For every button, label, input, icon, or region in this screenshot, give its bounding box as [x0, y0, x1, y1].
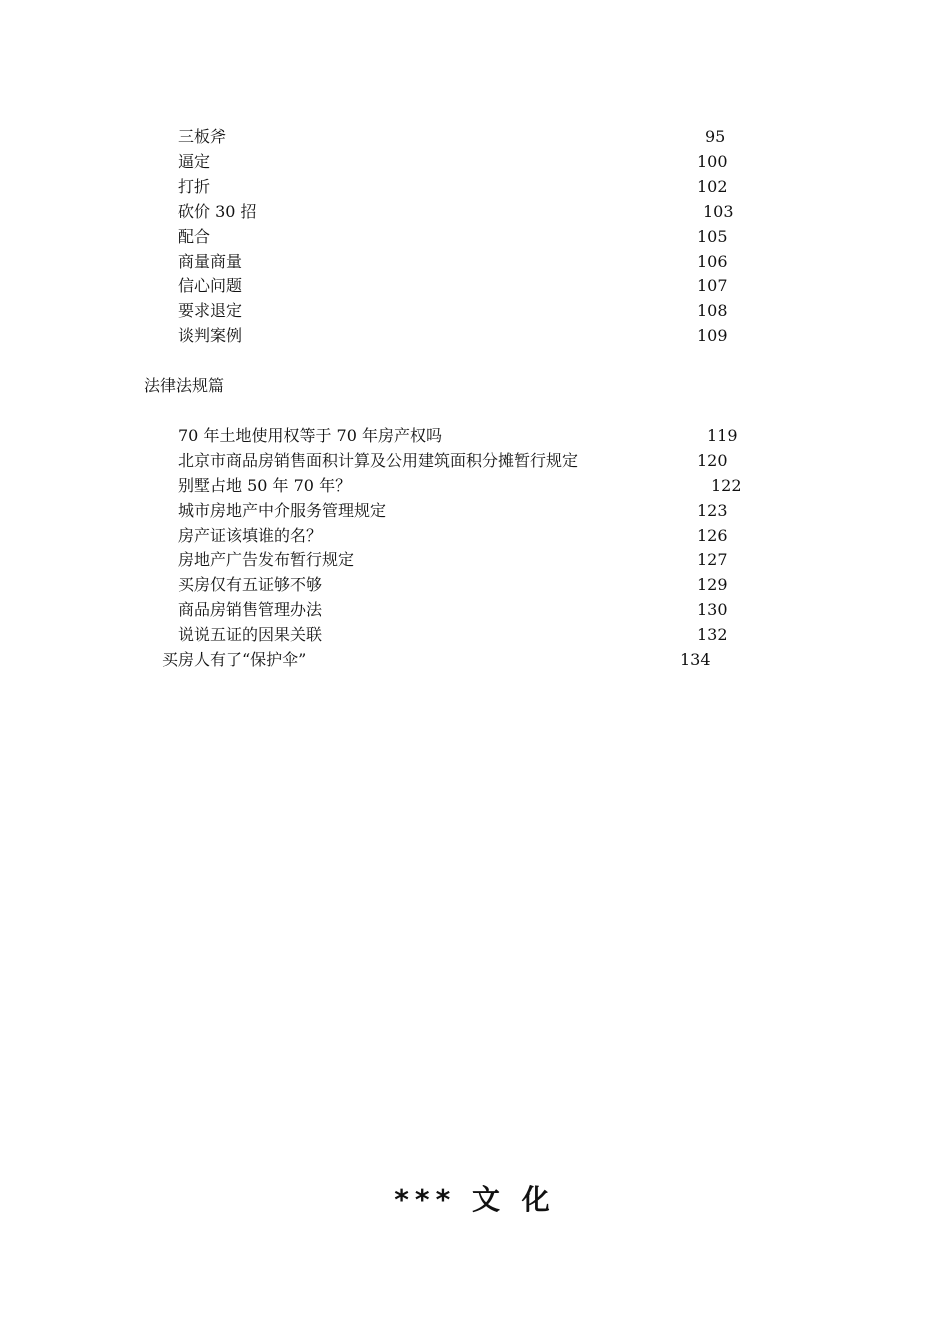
toc-entry-title: 砍价 30 招: [178, 202, 257, 221]
toc-entry-page: 120: [697, 451, 728, 470]
toc-entry-page: 129: [697, 575, 728, 594]
toc-entry-page: 108: [697, 301, 728, 320]
toc-entry-title: 要求退定: [178, 301, 243, 320]
toc-entry-title: 北京市商品房销售面积计算及公用建筑面积分摊暂行规定: [178, 451, 579, 470]
toc-entry-page: 130: [697, 600, 728, 619]
toc-entry-page: 134: [680, 650, 711, 669]
toc-entry-title: 别墅占地 50 年 70 年？: [178, 476, 352, 495]
toc-entry-page: 100: [697, 152, 728, 171]
toc-entry-page: 103: [703, 202, 734, 221]
toc-entry-page: 127: [697, 550, 728, 569]
toc-entry-title: 70 年土地使用权等于 70 年房产权吗: [178, 426, 442, 445]
toc-entry-page: 122: [711, 476, 742, 495]
toc-entry-page: 106: [697, 252, 728, 271]
toc-entry-page: 107: [697, 276, 728, 295]
toc-entry-page: 126: [697, 526, 728, 545]
footer-brand: *** 文 化: [394, 1183, 556, 1216]
section-heading: 法律法规篇: [144, 376, 225, 395]
toc-entry-page: 95: [705, 127, 726, 146]
toc-entry-title: 谈判案例: [178, 326, 243, 345]
toc-entry-title: 三板斧: [178, 127, 227, 146]
toc-entry-title: 说说五证的因果关联: [178, 625, 323, 644]
toc-entry-title: 房产证该填谁的名？: [178, 526, 323, 545]
toc-entry-title: 逼定: [178, 152, 211, 171]
toc-entry-page: 123: [697, 501, 728, 520]
toc-entry-title: 买房人有了“保护伞”: [162, 650, 307, 669]
toc-entry-page: 109: [697, 326, 728, 345]
toc-entry-page: 102: [697, 177, 728, 196]
toc-entry-title: 房地产广告发布暂行规定: [178, 550, 355, 569]
toc-entry-page: 119: [707, 426, 738, 445]
toc-entry-title: 买房仅有五证够不够: [178, 575, 323, 594]
toc-entry-title: 打折: [178, 177, 211, 196]
toc-entry-title: 城市房地产中介服务管理规定: [178, 501, 387, 520]
toc-entry-title: 信心问题: [178, 276, 243, 295]
toc-entry-title: 配合: [178, 227, 211, 246]
toc-entry-title: 商量商量: [178, 252, 243, 271]
toc-entry-page: 132: [697, 625, 728, 644]
toc-entry-page: 105: [697, 227, 728, 246]
toc-entry-title: 商品房销售管理办法: [178, 600, 323, 619]
